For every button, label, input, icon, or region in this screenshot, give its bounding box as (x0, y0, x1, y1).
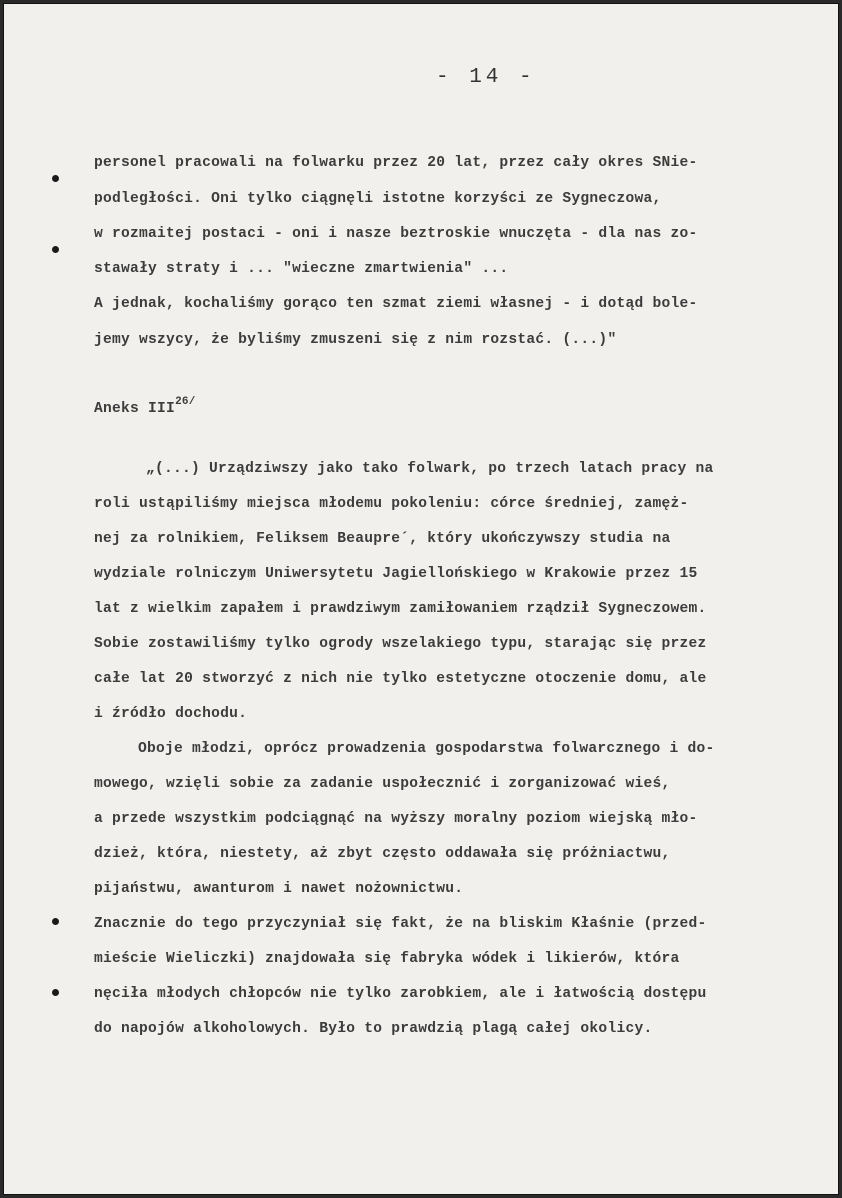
text-line: Oboje młodzi, oprócz prowadzenia gospodarstwa folwarcznego i do- (138, 741, 715, 757)
text-line: a przede wszystkim podciągnąć na wyższy moralny poziom wiejską mło- (94, 811, 698, 827)
text-line: nęciła młodych chłopców nie tylko zarobkiem, ale i łatwością dostępu (94, 986, 707, 1002)
annex-footnote-mark: 26/ (175, 396, 196, 408)
annex-heading-text: Aneks III (94, 401, 176, 417)
margin-mark-dot (52, 175, 59, 182)
margin-mark-dot (52, 918, 59, 925)
text-line: personel pracowali na folwarku przez 20 lat, przez cały okres SNie- (94, 155, 698, 171)
text-line: „(...) Urządziwszy jako tako folwark, po trzech latach pracy na (146, 461, 714, 477)
text-line: nej za rolnikiem, Feliksem Beaupre´, który ukończywszy studia na (94, 531, 671, 547)
page-number: - 14 - (436, 66, 536, 89)
text-line: mowego, wzięli sobie za zadanie uspołecznić i zorganizować wieś, (94, 776, 671, 792)
text-line: pijaństwu, awanturom i nawet nożownictwu. (94, 881, 464, 897)
document-page (3, 3, 839, 1195)
text-line: stawały straty i ... "wieczne zmartwienia" ... (94, 261, 509, 277)
text-line: dzież, która, niestety, aż zbyt często oddawała się próżniactwu, (94, 846, 671, 862)
text-line: do napojów alkoholowych. Było to prawdzią plagą całej okolicy. (94, 1021, 653, 1037)
text-line: Sobie zostawiliśmy tylko ogrody wszelakiego typu, starając się przez (94, 636, 707, 652)
text-line: Znacznie do tego przyczyniał się fakt, że na bliskim Kłaśnie (przed- (94, 916, 707, 932)
margin-mark-dot (52, 989, 59, 996)
text-line: A jednak, kochaliśmy gorąco ten szmat ziemi własnej - i dotąd bole- (94, 296, 698, 312)
annex-heading (94, 396, 196, 417)
text-line: w rozmaitej postaci - oni i nasze beztroskie wnuczęta - dla nas zo- (94, 226, 698, 242)
text-line: jemy wszycy, że byliśmy zmuszeni się z nim rozstać. (...)" (94, 332, 617, 348)
text-line: całe lat 20 stworzyć z nich nie tylko estetyczne otoczenie domu, ale (94, 671, 707, 687)
text-line: mieście Wieliczki) znajdowała się fabryka wódek i likierów, która (94, 951, 680, 967)
text-line: lat z wielkim zapałem i prawdziwym zamiłowaniem rządził Sygneczowem. (94, 601, 707, 617)
text-line: i źródło dochodu. (94, 706, 248, 722)
text-line: podległości. Oni tylko ciągnęli istotne korzyści ze Sygneczowa, (94, 191, 662, 207)
text-line: roli ustąpiliśmy miejsca młodemu pokoleniu: córce średniej, zamęż- (94, 496, 689, 512)
text-line: wydziale rolniczym Uniwersytetu Jagiellońskiego w Krakowie przez 15 (94, 566, 698, 582)
margin-mark-dot (52, 246, 59, 253)
